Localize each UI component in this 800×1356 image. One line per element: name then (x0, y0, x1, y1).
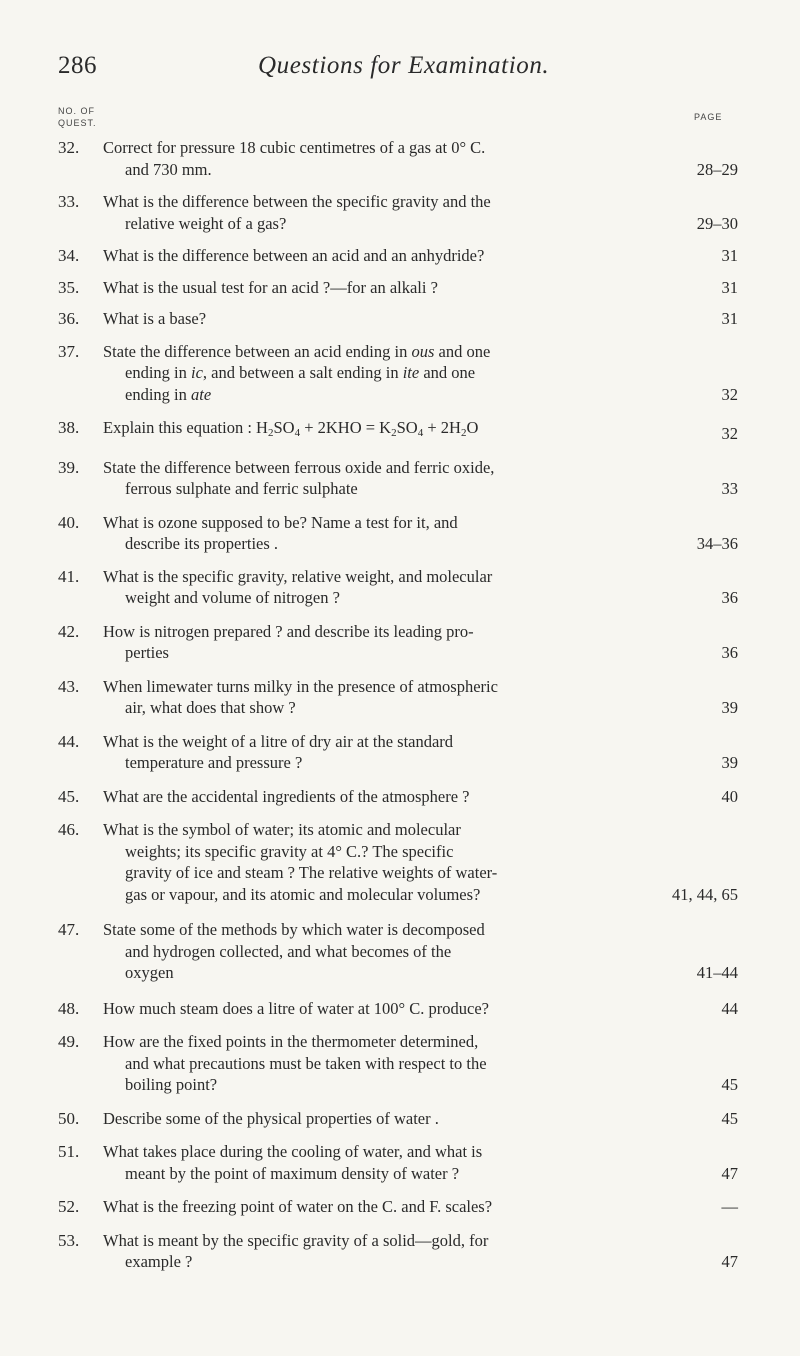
page-reference: 32 (721, 384, 738, 404)
question-text-line: What are the accidental ingredients of the atmosphere ? (103, 786, 470, 806)
question-text-line: weights; its specific gravity at 4° C.? The specific (125, 841, 454, 861)
question-text (103, 819, 643, 905)
question-text-line: What is the usual test for an acid ?—for an alkali ? (103, 277, 438, 297)
question-text (103, 191, 643, 234)
question-row (0, 417, 800, 445)
question-text-line: and what precautions must be taken with respect to the (125, 1053, 487, 1073)
question-row (0, 457, 800, 500)
question-text-line: State some of the methods by which water is decomposed (103, 920, 485, 939)
question-row (0, 566, 800, 609)
question-text (103, 1108, 643, 1130)
question-text-line: ending in ic, and between a salt ending in ite and one (125, 363, 476, 382)
question-text (103, 566, 643, 609)
question-text-line: Correct for pressure 18 cubic centimetres of a gas at 0° C. (103, 138, 486, 157)
page-number: 286 (58, 52, 97, 79)
question-number: 32. (58, 138, 80, 157)
question-text-line: air, what does that show ? (125, 698, 296, 717)
page-reference: 45 (721, 1075, 738, 1094)
question-text (103, 919, 643, 984)
question-text-line: Describe some of the physical properties of water . (103, 1108, 439, 1128)
question-text (103, 786, 643, 808)
question-text-line: What is the difference between the specific gravity and the (103, 192, 491, 211)
question-text-line: What is the difference between an acid and an anhydride? (103, 246, 485, 265)
question-row (0, 1108, 800, 1130)
question-text-line: weight and volume of nitrogen ? (125, 588, 340, 607)
question-row (0, 191, 800, 234)
question-row (0, 998, 800, 1020)
question-row (0, 786, 800, 808)
question-text-line: State the difference between ferrous oxide and ferric oxide, (103, 457, 495, 477)
question-text (103, 457, 643, 500)
page-reference: — (721, 1197, 738, 1216)
question-row (0, 341, 800, 406)
question-text (103, 1141, 643, 1184)
page-reference: 29–30 (696, 213, 738, 233)
page-reference: 45 (721, 1108, 738, 1128)
question-number: 36. (58, 309, 80, 328)
question-list (0, 126, 800, 1273)
question-number: 35. (58, 277, 80, 297)
question-text (103, 512, 643, 555)
question-row (0, 1196, 800, 1218)
page-reference: 44 (721, 998, 738, 1018)
question-row (0, 1031, 800, 1096)
page-reference: 36 (721, 643, 738, 662)
question-number: 51. (58, 1142, 80, 1161)
question-text-line: What takes place during the cooling of water, and what is (103, 1142, 483, 1161)
question-text-line: What is meant by the specific gravity of a solid—gold, for (103, 1230, 489, 1250)
question-number: 50. (58, 1108, 80, 1128)
question-row (0, 137, 800, 180)
question-number: 41. (58, 566, 80, 586)
question-row (0, 919, 800, 984)
running-title: Questions for Examination. (258, 52, 550, 79)
question-text-line: How much steam does a litre of water at 100° C. produce? (103, 998, 489, 1018)
question-text-line: What is the specific gravity, relative weight, and molecular (103, 566, 493, 586)
page-reference: 31 (721, 309, 738, 328)
page-header (58, 52, 760, 92)
question-row (0, 308, 800, 330)
column-heading-line: QUEST. (58, 118, 97, 128)
question-text-line: ending in ate (125, 384, 212, 404)
question-text (103, 277, 643, 299)
question-text-line: What is the freezing point of water on the C. and F. scales? (103, 1197, 493, 1216)
question-row (0, 1230, 800, 1273)
page-reference: 41–44 (696, 963, 738, 982)
page-reference: 47 (721, 1163, 738, 1183)
question-number: 43. (58, 676, 80, 696)
question-text-line: and 730 mm. (125, 159, 212, 179)
question-text (103, 137, 643, 180)
question-row (0, 245, 800, 267)
question-text-line: State the difference between an acid ending in ous and one (103, 341, 491, 361)
question-row (0, 277, 800, 299)
question-text-line: When limewater turns milky in the presence of atmospheric (103, 676, 498, 696)
page-reference: 31 (721, 246, 738, 265)
question-row (0, 621, 800, 664)
question-number: 34. (58, 246, 80, 265)
question-text-line: oxygen (125, 963, 174, 982)
question-text-line: describe its properties . (125, 534, 279, 553)
question-number: 38. (58, 418, 80, 437)
question-text-line: gas or vapour, and its atomic and molecular volumes? (125, 884, 481, 904)
question-number: 48. (58, 998, 80, 1018)
question-number: 33. (58, 192, 80, 211)
question-text (103, 1230, 643, 1273)
question-text-line: example ? (125, 1252, 193, 1271)
question-number: 44. (58, 731, 80, 751)
question-text-line: Explain this equation : $H_2SO_4 + 2KHO = K_2SO_4 + 2H_2O$ (103, 418, 479, 439)
page-reference: 40 (721, 786, 738, 806)
page-reference: 39 (721, 698, 738, 717)
page-reference: 28–29 (696, 159, 738, 179)
question-text (103, 1031, 643, 1096)
question-text-line: relative weight of a gas? (125, 213, 287, 233)
question-number: 42. (58, 621, 80, 641)
question-text (103, 417, 643, 445)
question-text-line: boiling point? (125, 1075, 218, 1094)
question-number: 46. (58, 820, 80, 839)
page-reference: 41, 44, 65 (672, 884, 738, 904)
question-text-line: and hydrogen collected, and what becomes of the (125, 941, 452, 961)
question-text-line: What is ozone supposed to be? Name a test for it, and (103, 512, 458, 532)
question-number: 37. (58, 341, 80, 361)
question-row (0, 676, 800, 719)
question-text (103, 1196, 643, 1218)
page-reference: 33 (721, 479, 738, 498)
page-reference: 32 (721, 424, 738, 443)
question-text-line: perties (125, 643, 169, 662)
page-reference: 34–36 (696, 534, 738, 553)
question-number: 40. (58, 512, 80, 532)
question-number: 39. (58, 457, 80, 477)
question-text (103, 308, 643, 330)
question-row (0, 819, 800, 905)
question-text (103, 341, 643, 406)
question-row (0, 731, 800, 774)
question-text (103, 245, 643, 267)
question-number: 52. (58, 1197, 80, 1216)
question-text (103, 676, 643, 719)
question-number: 49. (58, 1032, 80, 1051)
page-reference: 36 (721, 588, 738, 607)
page-reference: 39 (721, 753, 738, 772)
question-text-line: What is the weight of a litre of dry air at the standard (103, 731, 454, 751)
question-text-line: temperature and pressure ? (125, 753, 303, 772)
question-text-line: gravity of ice and steam ? The relative weights of water- (125, 863, 498, 882)
question-text-line: What is a base? (103, 309, 207, 328)
column-heading-line: NO. OF (58, 106, 95, 116)
page-reference: 47 (721, 1252, 738, 1271)
question-row (0, 1141, 800, 1184)
question-text-line: What is the symbol of water; its atomic and molecular (103, 820, 461, 839)
question-row (0, 512, 800, 555)
question-number: 47. (58, 920, 80, 939)
question-text-line: How are the fixed points in the thermometer determined, (103, 1032, 479, 1051)
question-text-line: How is nitrogen prepared ? and describe its leading pro- (103, 621, 474, 641)
page-column-heading: PAGE (694, 112, 723, 122)
question-number: 45. (58, 786, 80, 806)
page-reference: 31 (721, 277, 738, 297)
question-text (103, 621, 643, 664)
question-text (103, 998, 643, 1020)
question-number: 53. (58, 1230, 80, 1250)
question-text (103, 731, 643, 774)
question-text-line: ferrous sulphate and ferric sulphate (125, 479, 358, 498)
question-text-line: meant by the point of maximum density of water ? (125, 1163, 460, 1183)
